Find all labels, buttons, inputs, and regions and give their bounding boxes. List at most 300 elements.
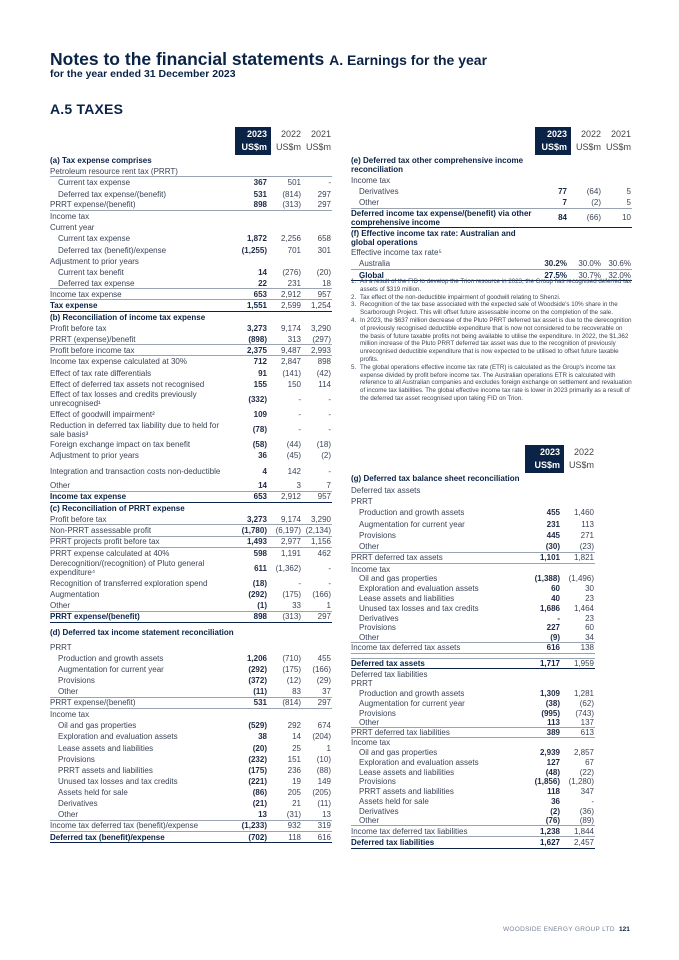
cell-value: 127 xyxy=(546,757,560,767)
table-row xyxy=(351,541,595,552)
row-label: PRRT expense calculated at 40% xyxy=(50,548,170,558)
cell-value: (292) xyxy=(248,590,267,600)
year-label: 2022 xyxy=(280,129,301,139)
table-row xyxy=(351,718,595,728)
row-label: Income tax expense xyxy=(50,289,122,299)
cell-value: 1,309 xyxy=(539,689,560,699)
cell-value: - xyxy=(328,410,331,420)
cell-value: (1,780) xyxy=(241,525,267,535)
table-row xyxy=(351,728,595,738)
row-label: Other xyxy=(58,687,79,697)
footnote xyxy=(351,294,632,302)
cell-value: 658 xyxy=(317,234,331,244)
table-row xyxy=(50,211,332,222)
row-label: (c) Reconciliation of PRRT expense xyxy=(50,504,185,514)
cell-value: (10) xyxy=(316,754,331,764)
cell-value: 932 xyxy=(287,821,301,831)
page-period: for the year ended 31 December 2023 xyxy=(50,68,236,80)
row-label: Deferred tax assets xyxy=(351,659,425,669)
table-row xyxy=(351,679,595,689)
cell-value: - xyxy=(328,563,331,573)
cell-value: 19 xyxy=(292,777,301,787)
cell-value: 18 xyxy=(322,278,331,288)
cell-value: (221) xyxy=(248,777,267,787)
row-label: Other xyxy=(359,718,380,728)
unit-label: US$m xyxy=(275,142,301,152)
cell-value: 142 xyxy=(287,466,301,476)
cell-value: 1,717 xyxy=(539,659,560,669)
cell-value: 60 xyxy=(585,623,594,633)
year-label: 2023 xyxy=(246,129,267,139)
cell-value: 149 xyxy=(317,777,331,787)
cell-value: (64) xyxy=(586,186,601,196)
table-row xyxy=(351,186,632,197)
cell-value: (1,856) xyxy=(534,777,560,787)
table-header xyxy=(50,127,332,155)
table-row xyxy=(351,228,632,247)
cell-value: (31) xyxy=(286,810,301,820)
table-row xyxy=(351,484,595,495)
cell-value: (20) xyxy=(252,743,267,753)
cell-value: (89) xyxy=(579,816,594,826)
table-row xyxy=(50,166,332,177)
row-label: Assets held for sale xyxy=(58,788,128,798)
table-row xyxy=(50,379,332,390)
cell-value: (22) xyxy=(579,767,594,777)
cell-value: - xyxy=(328,425,331,435)
cell-value: (11) xyxy=(253,687,267,697)
row-label: Other xyxy=(359,632,380,642)
row-label: Deferred tax (benefit)/expense xyxy=(58,245,167,255)
title-main: Notes to the financial statements xyxy=(50,49,325,69)
cell-value: 3,273 xyxy=(246,514,267,524)
unit-label: US$m xyxy=(241,142,267,152)
row-label: Unused tax losses and tax credits xyxy=(359,603,479,613)
cell-value: - xyxy=(298,425,301,435)
row-label: Effect of tax rate differentials xyxy=(50,368,152,378)
table-header xyxy=(351,445,595,473)
table-row xyxy=(351,507,595,518)
row-label: Tax expense xyxy=(50,301,98,311)
row-label: Income tax deferred tax (benefit)/expense xyxy=(50,821,199,831)
cell-value: 2,457 xyxy=(573,838,594,848)
cell-value: (313) xyxy=(282,200,301,210)
table-row xyxy=(50,312,332,323)
table-row xyxy=(351,757,595,767)
row-label: Income tax deferred tax liabilities xyxy=(351,826,468,836)
cell-value: (66) xyxy=(586,213,601,223)
row-label: Provisions xyxy=(58,754,95,764)
row-label: (g) Deferred tax balance sheet reconciliation xyxy=(351,474,520,484)
row-label: Augmentation for current year xyxy=(359,699,465,709)
row-label: Oil and gas properties xyxy=(359,574,438,584)
row-label: Adjustment to prior years xyxy=(50,256,139,266)
row-label: Other xyxy=(58,810,79,820)
table-row xyxy=(351,623,595,633)
row-label: Current tax benefit xyxy=(58,267,124,277)
cell-value: 297 xyxy=(317,189,331,199)
footnote-number: 1. xyxy=(351,278,357,285)
cell-value: 30 xyxy=(585,584,594,594)
row-label: Deferred tax (benefit)/expense xyxy=(50,832,165,842)
cell-value: 37 xyxy=(322,687,331,697)
row-label: PRRT assets and liabilities xyxy=(58,765,153,775)
row-label: Income tax xyxy=(351,175,391,185)
table-row xyxy=(50,525,332,536)
unit-label: US$m xyxy=(568,460,594,470)
cell-value: (995) xyxy=(541,708,560,718)
cell-value: (36) xyxy=(579,806,594,816)
table-row xyxy=(351,564,595,574)
table-row xyxy=(351,699,595,709)
table-row xyxy=(50,698,332,709)
year-label: 2022 xyxy=(580,129,601,139)
cell-value: 14 xyxy=(258,481,267,491)
cell-value: 5 xyxy=(626,186,631,196)
footnote-text: In 2023, the $637 million decrease of the Pluto PRRT deferred tax asset is due to the derecognition of previously recognised deductible expenditure that is now not considered to be recoverable on the basis of future taxable profits not being available to utilise the expenditure. In 2022, the $1,362 million increase of the Pluto PRRT deferred tax asset was due to the recognition of previously unrecognised deductible expenditure that is now expected to be utilised to offset future taxable profits. xyxy=(360,316,632,363)
cell-value: (29) xyxy=(316,676,331,686)
cell-value: (9) xyxy=(550,632,560,642)
cell-value: 25 xyxy=(292,743,301,753)
table-row xyxy=(50,155,332,166)
table-row xyxy=(351,777,595,787)
table-row xyxy=(50,334,332,345)
table-row xyxy=(50,267,332,278)
cell-value: (166) xyxy=(312,665,331,675)
table-row xyxy=(351,837,595,848)
cell-value: (2,134) xyxy=(305,525,331,535)
table-row xyxy=(351,787,595,797)
cell-value: - xyxy=(328,178,331,188)
cell-value: 301 xyxy=(317,245,331,255)
cell-value: 30.6% xyxy=(608,259,631,269)
row-label: Derivatives xyxy=(58,799,98,809)
cell-value: 616 xyxy=(546,643,560,653)
table-row xyxy=(50,787,332,798)
header-spacer xyxy=(351,127,535,155)
row-label: PRRT expense/(benefit) xyxy=(50,200,136,210)
cell-value: (58) xyxy=(252,440,267,450)
table-row xyxy=(50,503,332,514)
year-label: 2021 xyxy=(610,129,631,139)
row-label: Effective income tax rate⁵ xyxy=(351,248,442,258)
cell-value: 898 xyxy=(317,357,331,367)
table-row xyxy=(50,537,332,548)
year-header-1 xyxy=(271,127,302,155)
table-row xyxy=(351,174,632,185)
row-label: Exploration and evaluation assets xyxy=(359,584,479,594)
cell-value: 7 xyxy=(326,481,331,491)
row-label: Income tax deferred tax assets xyxy=(351,643,461,653)
cell-value: (38) xyxy=(545,699,560,709)
row-label: Other xyxy=(359,197,380,207)
cell-value: (232) xyxy=(248,754,267,764)
cell-value: (372) xyxy=(248,676,267,686)
table-row xyxy=(50,821,332,832)
cell-value: (814) xyxy=(282,698,301,708)
cell-value: (76) xyxy=(545,816,560,826)
row-label: Exploration and evaluation assets xyxy=(359,757,479,767)
table-row xyxy=(351,658,595,669)
cell-value: 701 xyxy=(287,245,301,255)
row-label: Other xyxy=(359,542,380,552)
cell-value: 91 xyxy=(258,368,267,378)
cell-value: 1,551 xyxy=(246,301,267,311)
row-label: Provisions xyxy=(359,531,396,541)
cell-value: - xyxy=(298,410,301,420)
cell-value: 2,939 xyxy=(539,748,560,758)
cell-value: 3,273 xyxy=(246,323,267,333)
cell-value: 598 xyxy=(253,548,267,558)
table-row xyxy=(50,742,332,753)
cell-value: 40 xyxy=(551,593,560,603)
table-row xyxy=(351,826,595,837)
row-label: Other xyxy=(359,816,380,826)
table-row xyxy=(50,368,332,379)
cell-value: (175) xyxy=(282,665,301,675)
cell-value: (23) xyxy=(579,542,594,552)
cell-value: 1,959 xyxy=(573,659,594,669)
cell-value: 445 xyxy=(546,531,560,541)
cell-value: 1,281 xyxy=(573,689,594,699)
row-label: (d) Deferred tax income statement reconciliation xyxy=(50,627,234,637)
cell-value: 5 xyxy=(626,197,631,207)
cell-value: (276) xyxy=(282,267,301,277)
cell-value: (30) xyxy=(545,542,560,552)
cell-value: 1,101 xyxy=(539,553,560,563)
cell-value: (18) xyxy=(252,579,267,589)
row-label: Other xyxy=(50,600,71,610)
row-label: Derivatives xyxy=(359,806,399,816)
table-row xyxy=(351,584,595,594)
cell-value: (44) xyxy=(286,440,301,450)
table-row xyxy=(50,798,332,809)
cell-value: (2) xyxy=(591,197,601,207)
table-row xyxy=(50,832,332,843)
footnote xyxy=(351,364,632,403)
cell-value: 1,254 xyxy=(310,301,331,311)
cell-value: (1,362) xyxy=(275,563,301,573)
footnote xyxy=(351,278,632,294)
cell-value: 653 xyxy=(253,289,267,299)
cell-value: 455 xyxy=(317,654,331,663)
row-label: Current tax expense xyxy=(58,234,131,244)
row-label: Current year xyxy=(50,223,95,233)
cell-value: 2,977 xyxy=(280,537,301,547)
row-label: Exploration and evaluation assets xyxy=(58,732,178,742)
table-row xyxy=(50,356,332,367)
header-spacer xyxy=(50,127,235,155)
table-row xyxy=(50,278,332,289)
row-label: Income tax xyxy=(50,212,90,222)
row-label: Effect of tax losses and credits previously unrecognised¹ xyxy=(50,390,197,409)
cell-value: 9,174 xyxy=(280,514,301,524)
cell-value: - xyxy=(298,394,301,404)
unit-label: US$m xyxy=(534,460,560,470)
cell-value: 60 xyxy=(551,584,560,594)
table-row xyxy=(50,345,332,356)
table-row xyxy=(351,496,595,507)
cell-value: 27.5% xyxy=(544,270,567,280)
table-row xyxy=(351,613,595,623)
cell-value: 2,912 xyxy=(280,289,301,299)
cell-value: 389 xyxy=(546,727,560,737)
table-row xyxy=(50,462,332,481)
cell-value: (6,197) xyxy=(275,525,301,535)
row-label: Income tax xyxy=(351,564,391,574)
cell-value: (529) xyxy=(248,721,267,731)
cell-value: 613 xyxy=(580,727,594,737)
unit-label: US$m xyxy=(605,142,631,152)
table-row xyxy=(351,806,595,816)
cell-value: 155 xyxy=(253,379,267,389)
row-label: (a) Tax expense comprises xyxy=(50,156,152,166)
cell-value: (86) xyxy=(252,788,267,798)
year-header-2 xyxy=(302,127,332,155)
row-label: PRRT expense/(benefit) xyxy=(50,698,136,708)
cell-value: (175) xyxy=(282,590,301,600)
cell-value: (2) xyxy=(321,451,331,461)
row-label: Reduction in deferred tax liability due to held for sale basis³ xyxy=(50,420,219,439)
row-label: Derecognition/(recognition) of Pluto general expenditure⁴ xyxy=(50,559,205,578)
cell-value: 205 xyxy=(287,788,301,798)
year-header-0 xyxy=(535,127,571,155)
table-row xyxy=(351,574,595,584)
cell-value: (205) xyxy=(312,788,331,798)
row-label: Deferred tax expense/(benefit) xyxy=(58,189,167,199)
cell-value: 462 xyxy=(317,548,331,558)
cell-value: 3,290 xyxy=(310,514,331,524)
cell-value: (1,388) xyxy=(534,574,560,584)
year-label: 2023 xyxy=(539,447,560,457)
cell-value: 33 xyxy=(292,600,301,610)
cell-value: (204) xyxy=(312,732,331,742)
cell-value: 231 xyxy=(546,519,560,529)
row-label: (b) Reconciliation of income tax expense xyxy=(50,312,206,322)
cell-value: 38 xyxy=(258,732,267,742)
cell-value: 10 xyxy=(622,213,631,223)
cell-value: (21) xyxy=(252,799,267,809)
cell-value: 114 xyxy=(318,379,331,389)
cell-value: (292) xyxy=(248,665,267,675)
cell-value: 2,847 xyxy=(280,357,301,367)
table-row xyxy=(50,709,332,720)
row-label: Lease assets and liabilities xyxy=(359,767,455,777)
cell-value: 1,844 xyxy=(573,826,594,836)
table-row xyxy=(50,623,332,642)
cell-value: 36 xyxy=(551,797,560,807)
cell-value: 231 xyxy=(287,278,301,288)
table-row xyxy=(351,669,595,679)
year-header-1 xyxy=(571,127,602,155)
year-label: 2021 xyxy=(310,129,331,139)
table-row xyxy=(50,514,332,525)
row-label: Income tax xyxy=(50,709,90,719)
row-label: Derivatives xyxy=(359,613,399,623)
table-row xyxy=(50,765,332,776)
right-bottom-tax-table xyxy=(351,445,595,849)
row-label: Augmentation xyxy=(50,590,100,600)
table-row xyxy=(50,589,332,600)
row-label: PRRT xyxy=(351,496,373,506)
row-label: PRRT xyxy=(351,679,373,689)
cell-value: 2,912 xyxy=(280,492,301,502)
table-row xyxy=(50,612,332,623)
cell-value: 319 xyxy=(317,821,331,831)
row-label: Recognition of transferred exploration spend xyxy=(50,579,208,589)
row-label: PRRT assets and liabilities xyxy=(359,787,454,797)
cell-value: (743) xyxy=(575,708,594,718)
cell-value: 347 xyxy=(580,787,594,797)
cell-value: - xyxy=(328,394,331,404)
row-label: Global xyxy=(359,270,384,280)
row-label: Effect of deferred tax assets not recognised xyxy=(50,379,205,389)
row-label: Profit before income tax xyxy=(50,345,135,355)
row-label: Production and growth assets xyxy=(359,689,465,699)
row-label: Lease assets and liabilities xyxy=(58,743,154,753)
table-row xyxy=(50,256,332,267)
cell-value: 151 xyxy=(287,754,301,764)
footnote-text: The global operations effective income tax rate (ETR) is calculated as the Group's income tax expense divided by profit before income tax. The Australian operations ETR is calculated with reference to all Australian companies and excludes foreign exchange on settlement and revaluation of income tax liabilities. The global effective income tax rate is lower in 2023 primarily as a result of the deferred tax asset recognised upon taking FID on Trion. xyxy=(360,363,632,402)
table-row xyxy=(50,222,332,233)
cell-value: 1,191 xyxy=(280,548,301,558)
cell-value: 292 xyxy=(287,721,301,731)
cell-value: (1,233) xyxy=(241,821,267,831)
year-header-0 xyxy=(525,445,564,473)
cell-value: 109 xyxy=(253,410,267,420)
cell-value: 455 xyxy=(546,508,560,518)
cell-value: (1,496) xyxy=(568,574,594,584)
cell-value: 1,686 xyxy=(539,603,560,613)
table-row xyxy=(50,686,332,697)
table-row xyxy=(351,738,595,748)
footnote-number: 5. xyxy=(351,363,357,371)
row-label: Derivatives xyxy=(359,186,399,196)
cell-value: 23 xyxy=(585,593,594,603)
row-label: Integration and transaction costs non-deductible xyxy=(50,466,221,476)
table-row xyxy=(50,754,332,765)
cell-value: 32.0% xyxy=(608,270,631,280)
table-row xyxy=(50,450,332,461)
cell-value: 3,290 xyxy=(310,323,331,333)
table-row xyxy=(351,816,595,826)
table-row xyxy=(50,189,332,200)
row-label: Foreign exchange impact on tax benefit xyxy=(50,440,191,450)
table-row xyxy=(50,481,332,492)
cell-value: 150 xyxy=(287,379,301,389)
cell-value: (1,280) xyxy=(568,777,594,787)
footer-company: WOODSIDE ENERGY GROUP LTD xyxy=(503,926,615,933)
unit-label: US$m xyxy=(575,142,601,152)
cell-value: 898 xyxy=(253,612,267,622)
table-row xyxy=(50,731,332,742)
table-row xyxy=(351,247,632,258)
cell-value: 30.0% xyxy=(578,259,601,269)
cell-value: (62) xyxy=(579,699,594,709)
cell-value: (1) xyxy=(257,600,267,610)
cell-value: 83 xyxy=(292,687,301,697)
footnote-number: 2. xyxy=(351,293,357,301)
cell-value: 36 xyxy=(258,451,267,461)
section-title: A.5 TAXES xyxy=(50,101,124,117)
cell-value: 1,493 xyxy=(246,537,267,547)
cell-value: - xyxy=(591,797,594,807)
table-row xyxy=(351,594,595,604)
table-row xyxy=(50,439,332,450)
table-row xyxy=(351,603,595,613)
row-label: PRRT deferred tax liabilities xyxy=(351,727,450,737)
row-label: Deferred tax expense xyxy=(58,278,135,288)
